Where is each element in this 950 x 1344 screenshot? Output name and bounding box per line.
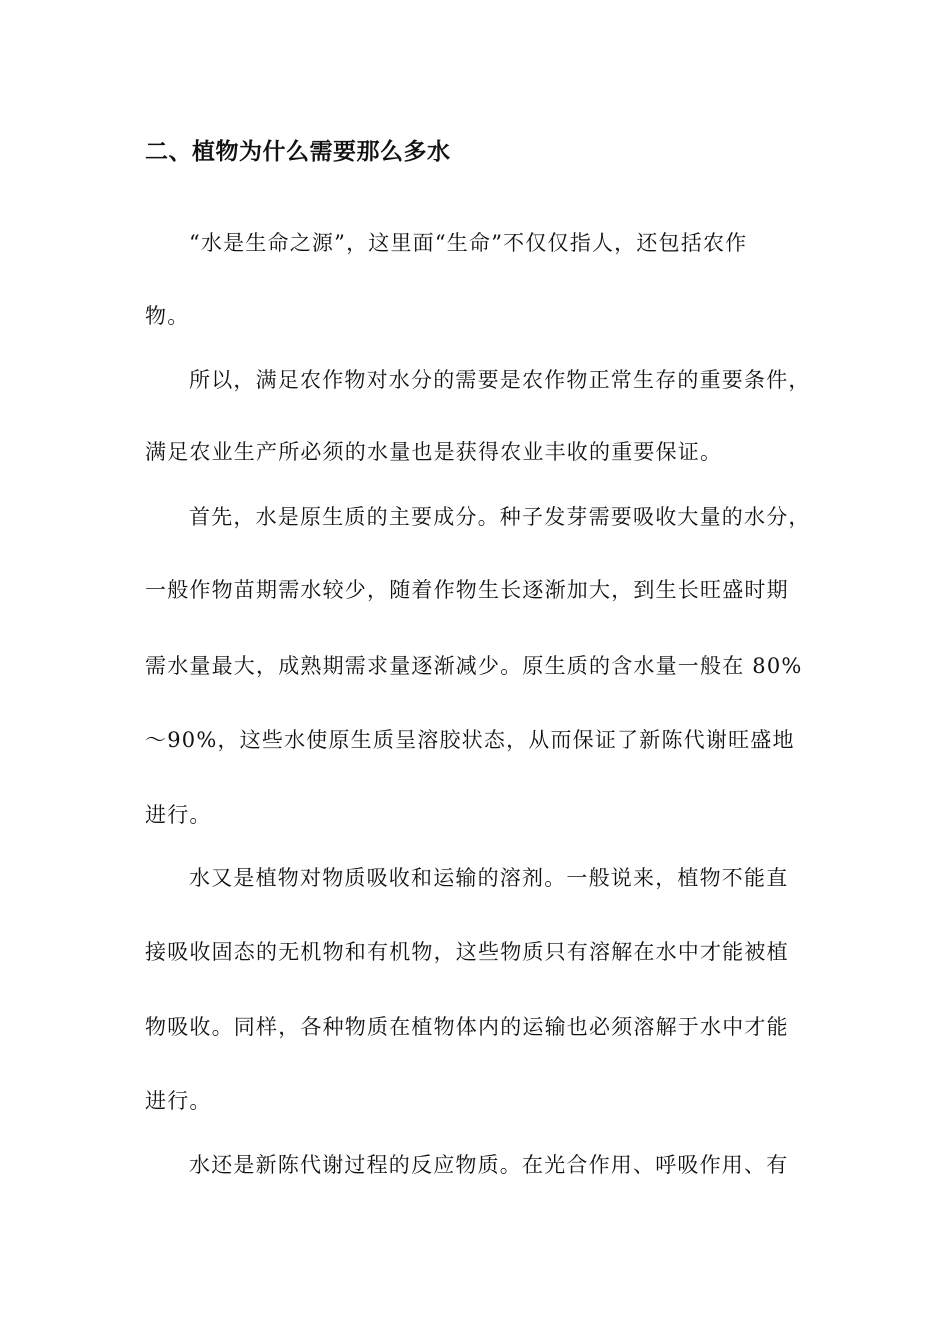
paragraph-line: 所以，满足农作物对水分的需要是农作物正常生存的重要条件， — [189, 368, 811, 392]
paragraph-line: ～90%，这些水使原生质呈溶胶状态，从而保证了新陈代谢旺盛地 — [145, 728, 795, 752]
paragraph-line: 一般作物苗期需水较少，随着作物生长逐渐加大，到生长旺盛时期 — [145, 578, 789, 602]
paragraph-line: 物吸收。同样，各种物质在植物体内的运输也必须溶解于水中才能 — [145, 1015, 789, 1039]
paragraph-line: 水还是新陈代谢过程的反应物质。在光合作用、呼吸作用、有 — [189, 1153, 789, 1177]
paragraph-line: 进行。 — [145, 1089, 212, 1113]
paragraph-line: 接吸收固态的无机物和有机物，这些物质只有溶解在水中才能被植 — [145, 940, 789, 964]
paragraph-line: 首先，水是原生质的主要成分。种子发芽需要吸收大量的水分， — [189, 505, 811, 529]
paragraph-line: “水是生命之源”，这里面“生命”不仅仅指人，还包括农作 — [189, 231, 748, 255]
paragraph-line: 物。 — [145, 304, 190, 328]
paragraph-line: 需水量最大，成熟期需求量逐渐减少。原生质的含水量一般在 80% — [145, 654, 803, 678]
paragraph-line: 进行。 — [145, 803, 212, 827]
section-heading: 二、植物为什么需要那么多水 — [145, 139, 451, 165]
paragraph-line: 水又是植物对物质吸收和运输的溶剂。一般说来，植物不能直 — [189, 866, 789, 890]
paragraph-line: 满足农业生产所必须的水量也是获得农业丰收的重要保证。 — [145, 440, 723, 464]
